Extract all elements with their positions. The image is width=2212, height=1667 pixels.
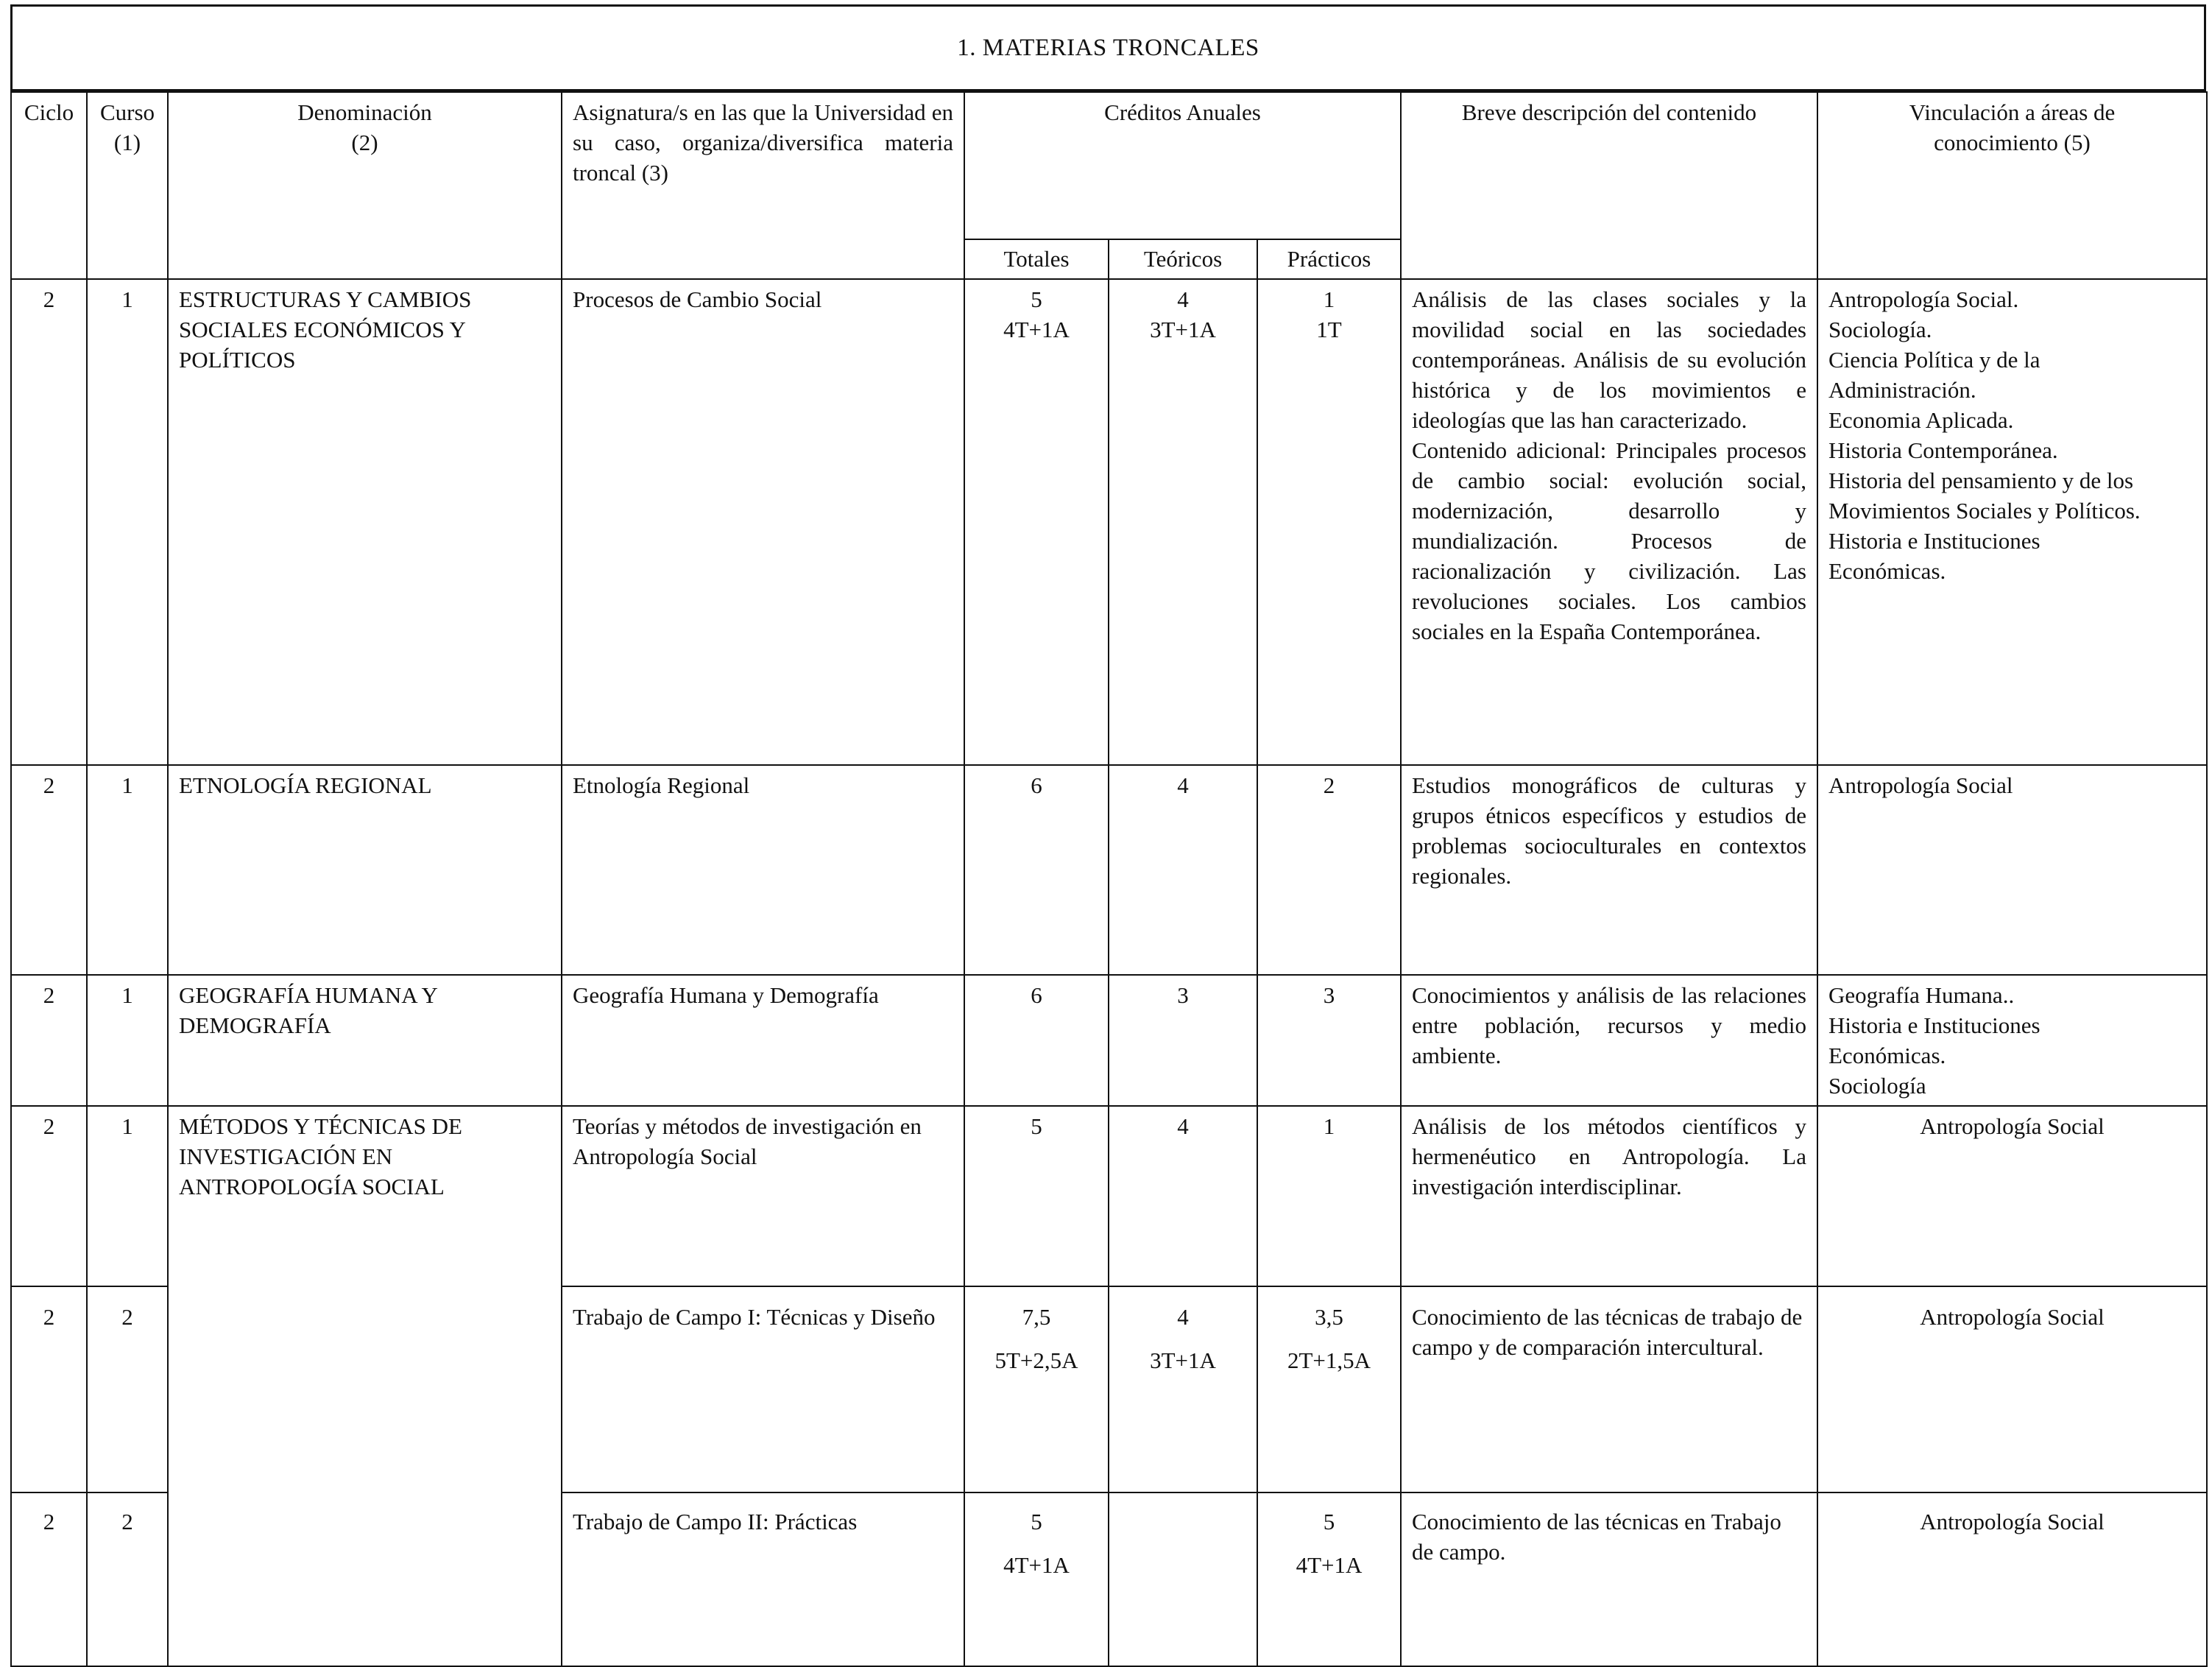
cell-teoricos [1109,1492,1257,1666]
credit-breakdown: 2T+1,5A [1287,1347,1371,1373]
cell-ciclo: 2 [11,1492,87,1666]
cell-practicos [1257,279,1401,765]
header-row [11,92,2207,239]
cell-asignatura: Procesos de Cambio Social [562,279,964,765]
cell-asignatura: Trabajo de Campo I: Técnicas y Diseño [562,1286,964,1492]
cell-denominacion: ESTRUCTURAS Y CAMBIOS SOCIALES ECONÓMICOS Y POLÍTICOS [168,279,562,765]
cell-vinculacion: Antropología Social. Sociología. Ciencia Política y de la Administración. Economia Aplicada. Historia Contemporánea. Historia del pensamiento y de los Movimientos Sociales y Políticos. Historia e Instituciones Económicas. [1817,279,2207,765]
header-denominacion: Denominación (2) [168,92,562,279]
cell-totales [964,1492,1109,1666]
credit-breakdown: 1T [1316,317,1342,342]
cell-practicos: 3 [1257,975,1401,1106]
header-ciclo: Ciclo [11,92,87,279]
credit-breakdown: 4T+1A [1003,317,1070,342]
cell-teoricos [1109,279,1257,765]
cell-ciclo: 2 [11,1286,87,1492]
cell-descripcion: Conocimiento de las técnicas en Trabajo de campo. [1401,1492,1817,1666]
credit-value: 7,5 [1022,1304,1051,1330]
cell-totales: 6 [964,975,1109,1106]
cell-totales: 5 [964,1106,1109,1286]
cell-ciclo: 2 [11,279,87,765]
credit-breakdown: 4T+1A [1296,1552,1363,1578]
cell-practicos: 1 [1257,1106,1401,1286]
cell-curso: 1 [87,765,168,975]
credit-breakdown: 4T+1A [1003,1552,1070,1578]
cell-descripcion: Estudios monográficos de culturas y grupos étnicos específicos y estudios de problemas socioculturales en contextos regionales. [1401,765,1817,975]
cell-ciclo: 2 [11,1106,87,1286]
cell-denominacion: ETNOLOGÍA REGIONAL [168,765,562,975]
cell-curso: 2 [87,1286,168,1492]
cell-vinculacion: Geografía Humana.. Historia e Instituciones Económicas. Sociología [1817,975,2207,1106]
cell-vinculacion: Antropología Social [1817,1106,2207,1286]
credit-breakdown: 5T+2,5A [994,1347,1078,1373]
header-vinculacion: Vinculación a áreas de conocimiento (5) [1817,92,2207,279]
cell-descripcion: Análisis de las clases sociales y la movilidad social en las sociedades contemporáneas. Análisis de su evolución histórica y de los movimientos e ideologías que las han caracterizado. Contenido adicional: Principales procesos de cambio social: evolución social, modernización, desarrollo y mundialización. Procesos de racionalización y civilización. Las revoluciones sociales. Los cambios sociales en la España Contemporánea. [1401,279,1817,765]
materias-table [10,91,2208,1667]
credit-value: 3,5 [1315,1304,1343,1330]
cell-vinculacion: Antropología Social [1817,765,2207,975]
cell-curso: 2 [87,1492,168,1666]
cell-descripcion: Conocimientos y análisis de las relaciones entre población, recursos y medio ambiente. [1401,975,1817,1106]
credit-value: 5 [1031,1509,1042,1534]
cell-teoricos: 3 [1109,975,1257,1106]
table-row [11,1106,2207,1286]
cell-totales [964,279,1109,765]
table-title: 1. MATERIAS TRONCALES [10,4,2206,91]
cell-practicos: 2 [1257,765,1401,975]
credit-breakdown: 3T+1A [1150,1347,1216,1373]
credit-value: 1 [1323,286,1335,312]
cell-descripcion: Análisis de los métodos científicos y hermenéutico en Antropología. La investigación interdisciplinar. [1401,1106,1817,1286]
header-totales: Totales [964,239,1109,279]
cell-totales [964,1286,1109,1492]
cell-asignatura: Teorías y métodos de investigación en Antropología Social [562,1106,964,1286]
cell-asignatura: Etnología Regional [562,765,964,975]
cell-curso: 1 [87,279,168,765]
header-teoricos: Teóricos [1109,239,1257,279]
table-row [11,279,2207,765]
cell-vinculacion: Antropología Social [1817,1286,2207,1492]
cell-asignatura: Geografía Humana y Demografía [562,975,964,1106]
header-curso: Curso (1) [87,92,168,279]
table-row [11,975,2207,1106]
cell-totales: 6 [964,765,1109,975]
cell-curso: 1 [87,1106,168,1286]
header-creditos: Créditos Anuales [964,92,1401,239]
cell-curso: 1 [87,975,168,1106]
cell-teoricos [1109,1286,1257,1492]
credit-value: 4 [1177,286,1189,312]
cell-ciclo: 2 [11,765,87,975]
cell-teoricos: 4 [1109,1106,1257,1286]
cell-practicos [1257,1286,1401,1492]
cell-ciclo: 2 [11,975,87,1106]
header-asignatura: Asignatura/s en las que la Universidad en su caso, organiza/diversifica materia troncal (3) [562,92,964,279]
credit-value: 5 [1031,286,1042,312]
cell-vinculacion: Antropología Social [1817,1492,2207,1666]
credit-value: 4 [1177,1304,1189,1330]
header-descripcion: Breve descripción del contenido [1401,92,1817,279]
header-practicos: Prácticos [1257,239,1401,279]
cell-denominacion: MÉTODOS Y TÉCNICAS DE INVESTIGACIÓN EN ANTROPOLOGÍA SOCIAL [168,1106,562,1666]
cell-asignatura: Trabajo de Campo II: Prácticas [562,1492,964,1666]
cell-teoricos: 4 [1109,765,1257,975]
table-row [11,765,2207,975]
credit-value: 5 [1323,1509,1335,1534]
cell-practicos [1257,1492,1401,1666]
cell-descripcion: Conocimiento de las técnicas de trabajo de campo y de comparación intercultural. [1401,1286,1817,1492]
cell-denominacion: GEOGRAFÍA HUMANA Y DEMOGRAFÍA [168,975,562,1106]
credit-breakdown: 3T+1A [1150,317,1216,342]
